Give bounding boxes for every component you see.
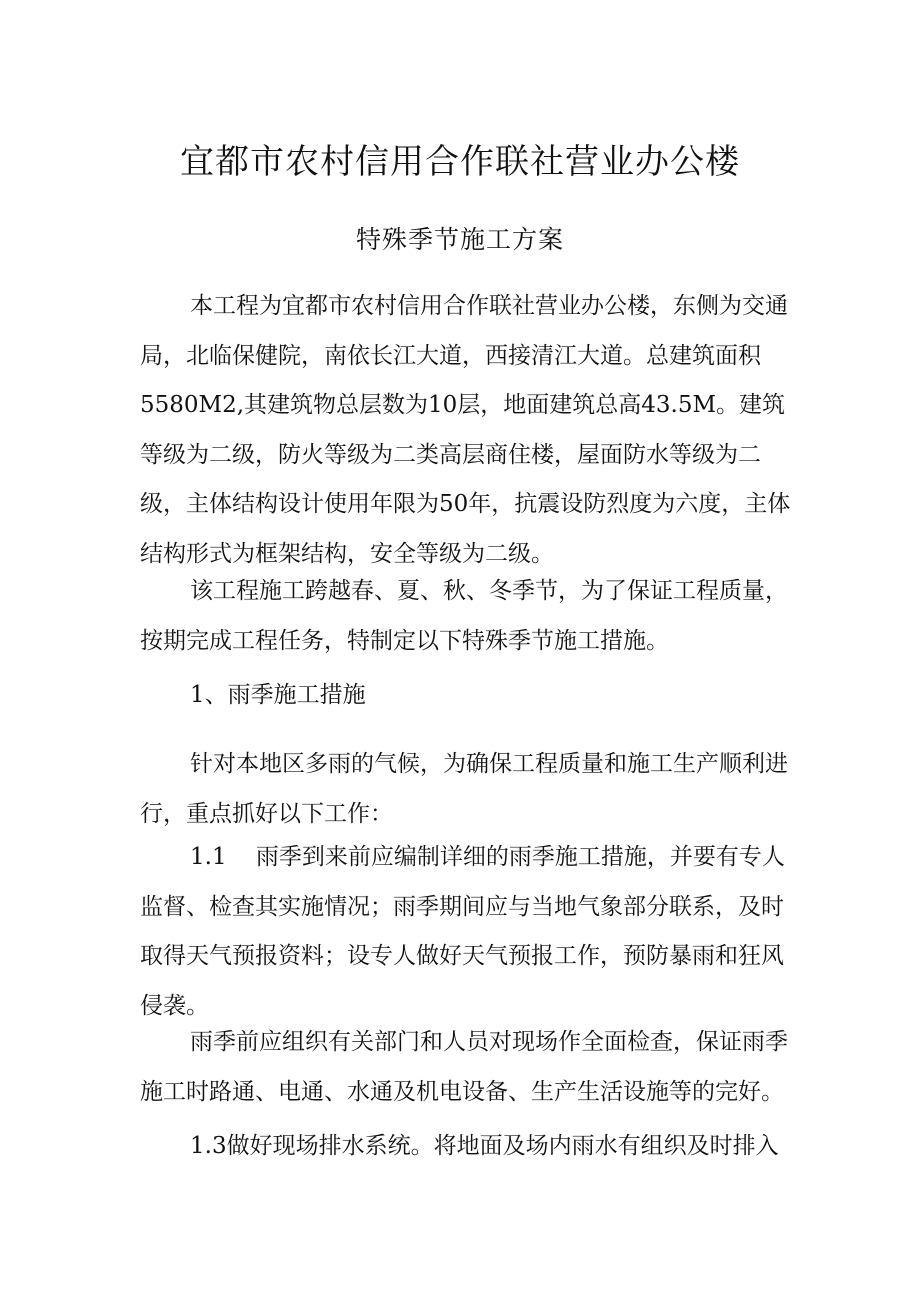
intro-paragraph: 本工程为宜都市农村信用合作联社营业办公楼，东侧为交通局，北临保健院，南依长江大道，西接清江大道。总建筑面积5580M2,其建筑物总层数为10层，地面建筑总高43.5M。建筑等级为二级，防火等级为二类高层商住楼，屋面防水等级为二级，主体结构设计使用年限为50年，抗震设防烈度为六度，主体结构形式为框架结构，安全等级为二级。: [140, 293, 791, 567]
document-title: 宜都市农村信用合作联社营业办公楼: [180, 142, 740, 182]
item-1-1-number: 1.1: [190, 844, 227, 870]
item-1-1-paragraph: [140, 833, 800, 1031]
section-heading-rain: 1、雨季施工措施: [190, 682, 366, 708]
item-1-3-paragraph: 1.3做好现场排水系统。将地面及场内雨水有组织及时排入: [190, 1133, 779, 1159]
seasons-paragraph: 该工程施工跨越春、夏、秋、冬季节，为了保证工程质量，按期完成工程任务，特制定以下特殊季节施工措施。: [140, 578, 788, 654]
document-subtitle: 特殊季节施工方案: [355, 225, 564, 254]
item-1-1-text: 雨季到来前应编制详细的雨季施工措施，并要有专人监督、检查其实施情况；雨季期间应与当地气象部分联系，及时取得天气预报资料；设专人做好天气预报工作，预防暴雨和狂风侵袭。: [140, 844, 785, 1019]
rain-intro-paragraph: 针对本地区多雨的气候，为确保工程质量和施工生产顺利进行，重点抓好以下工作：: [140, 751, 788, 827]
pre-check-paragraph: 雨季前应组织有关部门和人员对现场作全面检查，保证雨季施工时路通、电通、水通及机电设备、生产生活设施等的完好。: [140, 1029, 788, 1105]
